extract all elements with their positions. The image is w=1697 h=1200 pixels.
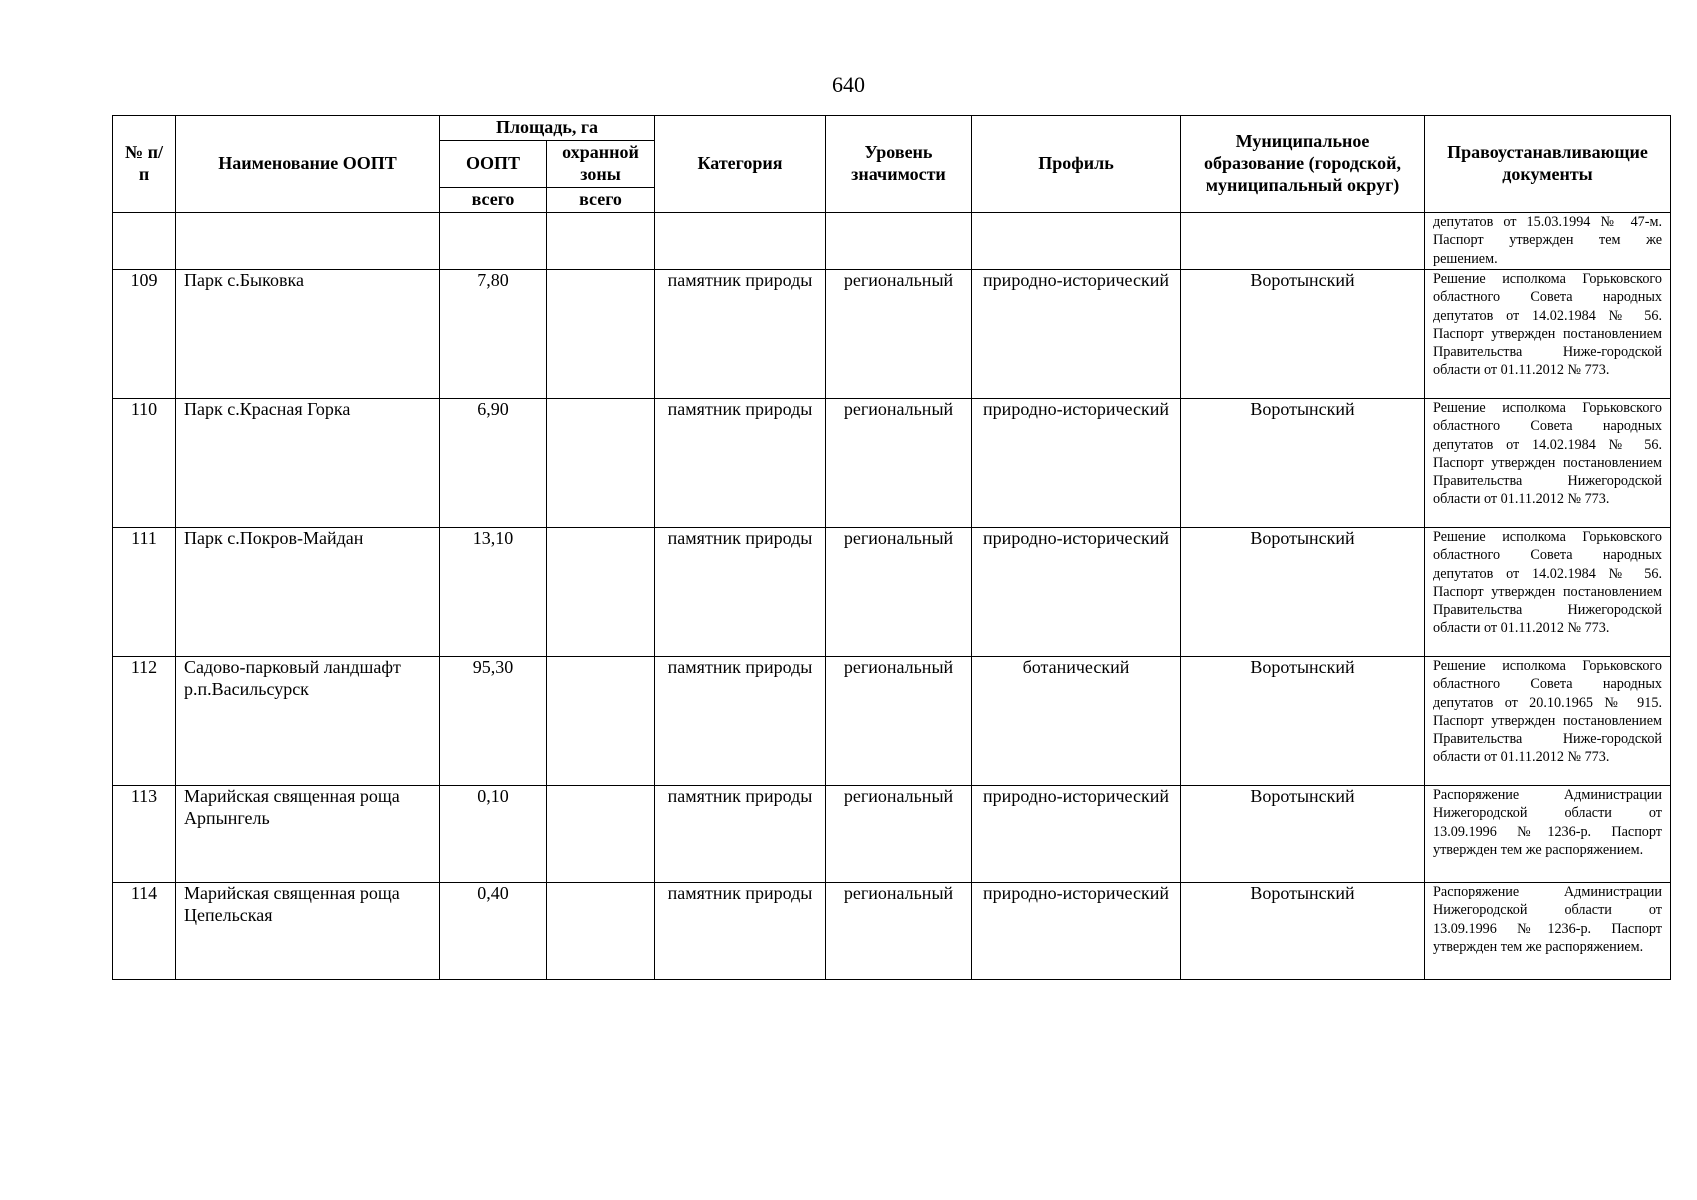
header-category: Категория	[655, 116, 826, 213]
cell-name: Марийская священная роща Арпынгель	[176, 786, 440, 883]
cell-area-zone	[547, 883, 655, 980]
cell-documents: Распоряжение Администрации Нижегородской области от 13.09.1996 №1236-р. Паспорт утвержден тем же распоряжением.	[1425, 883, 1671, 980]
cell-area-zone	[547, 399, 655, 528]
cell-level: региональный	[826, 270, 972, 399]
header-level: Уровень значимости	[826, 116, 972, 213]
cell-municipality: Воротынский	[1181, 786, 1425, 883]
cell-profile: природно-исторический	[972, 883, 1181, 980]
cell-profile: природно-исторический	[972, 786, 1181, 883]
cell-documents: Решение исполкома Горьковского областного Совета народных депутатов от 20.10.1965 № 915. Паспорт утвержден постановлением Правительства Ниже-городской области от 01.11.2012 № 773.	[1425, 657, 1671, 786]
cell-level: региональный	[826, 883, 972, 980]
cell-documents: депутатов от 15.03.1994 № 47-м. Паспорт утвержден тем же решением.	[1425, 213, 1671, 270]
cell-profile: природно-исторический	[972, 270, 1181, 399]
header-area-oopt: ООПТ	[440, 141, 547, 188]
cell-category: памятник природы	[655, 399, 826, 528]
cell-documents: Решение исполкома Горьковского областного Совета народных депутатов от 14.02.1984 № 56. Паспорт утвержден постановлением Правительства Нижегородской области от 01.11.2012 № 773.	[1425, 399, 1671, 528]
cell-area-oopt: 0,10	[440, 786, 547, 883]
cell-level: региональный	[826, 657, 972, 786]
cell-num: 114	[113, 883, 176, 980]
table-row	[113, 883, 1671, 980]
cell-category: памятник природы	[655, 786, 826, 883]
cell-area-zone	[547, 213, 655, 270]
cell-area-oopt: 0,40	[440, 883, 547, 980]
cell-level: региональный	[826, 399, 972, 528]
header-documents: Правоустанавливающие документы	[1425, 116, 1671, 213]
cell-category: памятник природы	[655, 657, 826, 786]
table-row	[113, 528, 1671, 657]
cell-name: Парк с.Покров-Майдан	[176, 528, 440, 657]
cell-level: региональный	[826, 528, 972, 657]
cell-profile	[972, 213, 1181, 270]
cell-num: 112	[113, 657, 176, 786]
cell-category: памятник природы	[655, 883, 826, 980]
cell-num: 111	[113, 528, 176, 657]
cell-area-oopt: 13,10	[440, 528, 547, 657]
table-row	[113, 213, 1671, 270]
cell-num: 110	[113, 399, 176, 528]
header-profile: Профиль	[972, 116, 1181, 213]
table-row	[113, 270, 1671, 399]
cell-documents: Решение исполкома Горьковского областного Совета народных депутатов от 14.02.1984 № 56. Паспорт утвержден постановлением Правительства Нижегородской области от 01.11.2012 № 773.	[1425, 528, 1671, 657]
header-area-group: Площадь, га	[440, 116, 655, 141]
header-area-zone: охранной зоны	[547, 141, 655, 188]
cell-municipality: Воротынский	[1181, 657, 1425, 786]
header-municipality: Муниципальное образование (городской, муниципальный округ)	[1181, 116, 1425, 213]
cell-area-zone	[547, 786, 655, 883]
cell-name	[176, 213, 440, 270]
oopt-table	[112, 115, 1671, 980]
cell-name: Парк с.Красная Горка	[176, 399, 440, 528]
cell-profile: природно-исторический	[972, 399, 1181, 528]
cell-area-oopt: 95,30	[440, 657, 547, 786]
cell-level	[826, 213, 972, 270]
cell-documents: Распоряжение Администрации Нижегородской области от 13.09.1996 №1236-р. Паспорт утвержден тем же распоряжением.	[1425, 786, 1671, 883]
table-row	[113, 786, 1671, 883]
cell-municipality: Воротынский	[1181, 270, 1425, 399]
cell-documents: Решение исполкома Горьковского областного Совета народных депутатов от 14.02.1984 № 56. Паспорт утвержден постановлением Правительства Ниже-городской области от 01.11.2012 № 773.	[1425, 270, 1671, 399]
cell-category: памятник природы	[655, 270, 826, 399]
cell-category	[655, 213, 826, 270]
cell-area-oopt: 6,90	[440, 399, 547, 528]
cell-municipality	[1181, 213, 1425, 270]
header-area-oopt-total: всего	[440, 188, 547, 213]
cell-profile: природно-исторический	[972, 528, 1181, 657]
cell-municipality: Воротынский	[1181, 399, 1425, 528]
cell-profile: ботанический	[972, 657, 1181, 786]
header-area-zone-total: всего	[547, 188, 655, 213]
header-num: № п/п	[113, 116, 176, 213]
cell-category: памятник природы	[655, 528, 826, 657]
cell-municipality: Воротынский	[1181, 528, 1425, 657]
cell-area-zone	[547, 528, 655, 657]
cell-area-oopt	[440, 213, 547, 270]
cell-name: Садово-парковый ландшафт р.п.Васильсурск	[176, 657, 440, 786]
cell-num	[113, 213, 176, 270]
header-name: Наименование ООПТ	[176, 116, 440, 213]
cell-name: Марийская священная роща Цепельская	[176, 883, 440, 980]
cell-num: 109	[113, 270, 176, 399]
table-row	[113, 399, 1671, 528]
cell-area-oopt: 7,80	[440, 270, 547, 399]
cell-area-zone	[547, 270, 655, 399]
page-number: 640	[832, 72, 865, 97]
cell-num: 113	[113, 786, 176, 883]
cell-level: региональный	[826, 786, 972, 883]
table-row	[113, 657, 1671, 786]
cell-municipality: Воротынский	[1181, 883, 1425, 980]
cell-name: Парк с.Быковка	[176, 270, 440, 399]
cell-area-zone	[547, 657, 655, 786]
